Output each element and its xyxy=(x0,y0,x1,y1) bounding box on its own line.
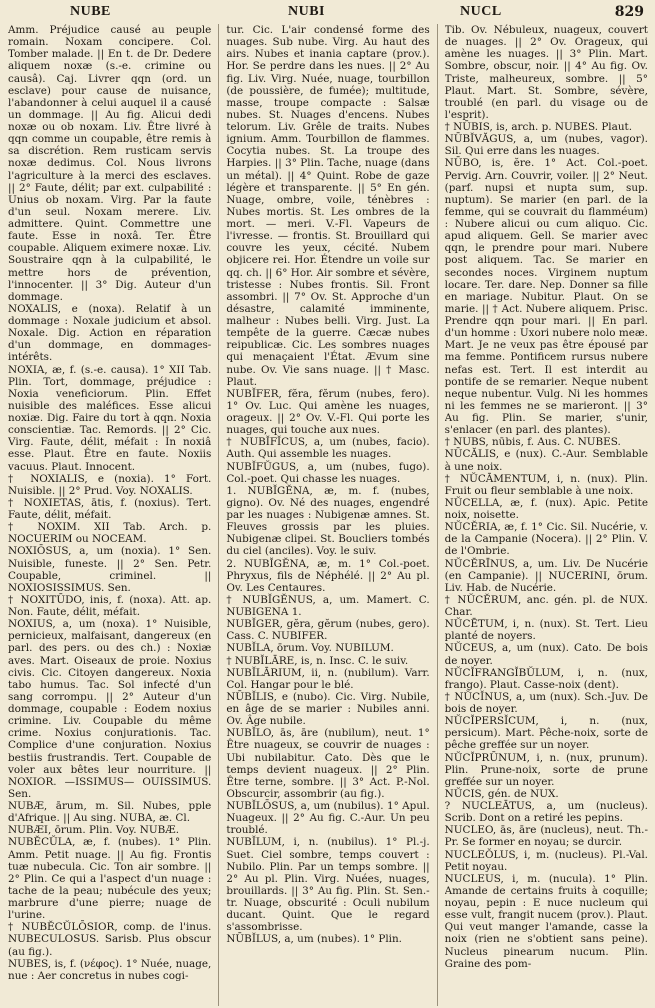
column-rule xyxy=(437,24,438,1006)
dictionary-entry: † NUBS, nūbis, f. Aus. C. NUBES. xyxy=(444,436,621,449)
dictionary-entry: 1. NUBĬGĔNA, æ, m. f. (nubes, gigno). Ov. Né des nuages, engendré par les nuages : Nubigenæ amnes. St. Fleuves grossis par les pluies. Nubigenæ clipei. St. Boucliers tombés du ciel (anciles). Voy. le suiv. xyxy=(226,484,430,558)
dictionary-entry: NOXALIS, e (noxa). Relatif à un dommage : Noxale judicium et absol. Noxale. Dig. Action en réparation d'un dommage, en dommages-intérêts. xyxy=(8,302,212,364)
dictionary-entry: † NUBĔCŬLŌSIOR, comp. de l'inus. NUBECULOSUS. Sarisb. Plus obscur (au fig.). xyxy=(8,921,212,958)
dictionary-entry: NŬCELLA, æ, f. (nux). Apic. Petite noix, noisette. xyxy=(444,496,648,521)
page-number: 829 xyxy=(614,4,644,20)
dictionary-entry: NŬCIS, gén. de NUX. xyxy=(444,787,559,800)
dictionary-entry: NUBĬLUM, i, n. (nubilus). 1° Pl.-j. Suet. Ciel sombre, temps couvert : Nubilo. Plin. Par un temps sombre. || 2° Au pl. Plin. Virg. Nuées, nuages, brouillards. || 3° Au fig. Plin. St. Sen.-tr. Nuage, obscurité : Oculi nubilum ducant. Quint. Que le regard s'assombrisse. xyxy=(226,836,430,934)
dictionary-entry: NŪBĬLUS, a, um (nubes). 1° Plin. xyxy=(226,933,402,946)
dictionary-entry: NUBÆI, ōrum. Plin. Voy. NUBÆ. xyxy=(8,824,179,837)
dictionary-entry: NUBĬLĀRIUM, ii, n. (nubilum). Varr. Col. Hangar pour le blé. xyxy=(226,666,430,691)
dictionary-entry: † NŪBIS, is, arch. p. NUBES. Plaut. xyxy=(444,121,632,133)
dictionary-entry: NUBES, is, f. (νέφος). 1° Nuée, nuage, nue : Aer concretus in nubes cogi- xyxy=(8,957,212,982)
dictionary-entry: † NOXIETAS, ātis, f. (noxius). Tert. Faute, délit, méfait. xyxy=(8,496,212,521)
dictionary-entry: tur. Cic. L'air condensé forme des nuages. Sub nube. Virg. Au haut des airs. Nubes et inania captare (prov.). Hor. Se perdre dans les nues. || 2° Au fig. Liv. Virg. Nuée, nuage, tourbillon (de poussière, de fumée); multitude, masse, troupe compacte : Salsæ nubes. St. Nuages d'encens. Nubes telorum. Liv. Grêle de traits. Nubes ignium. Amm. Tourbillon de flammes. Cocytia nubes. St. La troupe des Harpies. || 3° Plin. Tache, nuage (dans un métal). || 4° Quint. Robe de gaze légère et transparente. || 5° En gén. Nuage, ombre, voile, ténèbres : Nubes mortis. St. Les ombres de la mort. — meri. V.-Fl. Vapeurs de l'ivresse. — frontis. St. Brouillard qui couvre les yeux, cécité. Nubem objicere rei. Hor. Étendre un voile sur qq. ch. || 6° Hor. Air sombre et sévère, tristesse : Nubes frontis. Sil. Front assombri. || 7° Ov. St. Approche d'un désastre, calamité imminente, malheur : Nubes belli. Virg. Just. La tempête de la guerre. Cæcæ nubes reipublicæ. Cic. Les sombres nuages qui menaçaient l'État. Ævum sine nube. Ov. Vie sans nuage. || † Masc. Plaut. xyxy=(226,24,430,388)
dictionary-entry: NUBÆ, ārum, m. Sil. Nubes, pple d'Afrique. || Au sing. NUBA, æ. Cl. xyxy=(8,800,212,825)
dictionary-entry: NŪBO, is, ĕre. 1° Act. Col.-poet. Pervig. Arn. Couvrir, voiler. || 2° Neut. (parf. nupsi et nupta sum, sup. nuptum). Se marier (en parl. de la femme, qui se couvrait du flamméum) : Nubere alicui ou cum aliquo. Cic. apud aliquem. Gell. Se marier avec qqn, le prendre pour mari. Nubere post aliquem. Tac. Se marier en secondes noces. Virginem nuptum locare. Ter. dare. Nep. Donner sa fille en mariage. Nubitur. Plaut. On se marie. || † Act. Nubere aliquem. Prisc. Prendre qqn pour mari. || En parl. d'un homme : Uxori nubere nolo meæ. Mart. Je ne veux pas être épousé par ma femme. Pontificem rursus nubere nefas est. Tert. Il est interdit au pontife de se remarier. Neque nubent neque nubentur. Vulg. Ni les hommes ni les femmes ne se marieront. || 3° Au fig. Plin. Se marier, s'unir, s'enlacer (en parl. des plantes). xyxy=(444,157,648,437)
dictionary-entry: NUBĬFŬGUS, a, um (nubes, fugo). Col.-poet. Qui chasse les nuages. xyxy=(226,460,430,485)
dictionary-entry: † NŬCĔRUM, anc. gén. pl. de NUX. Char. xyxy=(444,593,648,618)
page-header xyxy=(8,0,648,24)
dictionary-entry: Amm. Préjudice causé au peuple romain. Noxam concipere. Col. Tomber malade. || En t. de Dr. Dedere aliquem noxæ (s.-e. crimine ou causâ). Caj. Livrer qqn (ord. un esclave) pour cause de nuisance, l'abandonner à celui auquel il a causé un dommage. || Au fig. Alicui dedi noxæ ou ob noxam. Liv. Être livré à qqn comme un coupable, être remis à sa discrétion. Rem rusticam servis noxæ dedimus. Col. Nous livrons l'agriculture à la merci des esclaves. || 2° Faute, délit; par ext. culpabilité : Unius ob noxam. Virg. Par la faute d'un seul. Noxam merere. Liv. admittere. Quint. Commettre une faute. Esse in noxâ. Ter. Être coupable. Aliquem eximere noxæ. Liv. Soustraire qqn à la culpabilité, le mettre hors de prévention, l'innocenter. || 3° Dig. Auteur d'un dommage. xyxy=(8,24,212,303)
dictionary-entry: † NOXIALIS, e (noxia). 1° Fort. Nuisible. || 2° Prud. Voy. NOXALIS. xyxy=(8,472,212,497)
dictionary-entry: † NUBĬFĬCUS, a, um (nubes, facio). Auth. Qui assemble les nuages. xyxy=(226,436,430,461)
running-head-center: NUBI xyxy=(288,4,326,19)
dictionary-entry: 2. NUBĬGĔNA, æ, m. 1° Col.-poet. Phryxus, fils de Néphélé. || 2° Au pl. Ov. Les Centaures. xyxy=(226,557,430,594)
dictionary-entry: † NOXITŪDO, inis, f. (noxa). Att. ap. Non. Faute, délit, méfait. xyxy=(8,593,212,618)
column-2 xyxy=(226,24,429,1006)
dictionary-entry: NUBĬFER, fĕra, fĕrum (nubes, fero). 1° Ov. Luc. Qui amène les nuages, orageux. || 2° Ov. V.-Fl. Qui porte les nuages, qui touche aux nues. xyxy=(226,387,430,437)
dictionary-entry: NUBĬGER, gĕra, gĕrum (nubes, gero). Cass. C. NUBIFER. xyxy=(226,618,430,643)
dictionary-entry: NOXIUS, a, um (noxa). 1° Nuisible, pernicieux, malfaisant, dangereux (en parl. des pers. ou des ch.) : Noxiæ aves. Mart. Oiseaux de proie. Noxius civis. Cic. Citoyen dangereux. Noxia tabo humus. Tac. Sol infecté d'un sang corrompu. || 2° Auteur d'un dommage, coupable : Eodem noxius crimine. Liv. Coupable du même crime. Noxius conjurationis. Tac. Complice d'une conjuration. Noxius bestiis frustrandis. Tert. Coupable de voler aux bêtes leur nourriture. || NOXIOR. —ISSIMUS— OUISSIMUS. Sen. xyxy=(8,618,212,800)
running-head-left: NUBE xyxy=(70,4,111,19)
dictionary-entry: † NOXIM. XII Tab. Arch. p. NOCUERIM ou NOCEAM. xyxy=(8,521,212,546)
dictionary-entry: † NUBĬLĀRE, is, n. Insc. C. le suiv. xyxy=(226,654,409,667)
column-3 xyxy=(445,24,648,1006)
dictionary-entry: NŪCĂLIS, e (nux). C.-Aur. Semblable à une noix. xyxy=(444,448,648,473)
dictionary-entry: NUBĬLA, ōrum. Voy. NUBILUM. xyxy=(226,642,394,655)
dictionary-entry: NUCLEŎLUS, i, m. (nucleus). Pl.-Val. Petit noyau. xyxy=(444,848,648,873)
dictionary-entry: NŬCĒTUM, i, n. (nux). St. Tert. Lieu planté de noyers. xyxy=(444,618,648,643)
dictionary-entry: NŬCĔRĪNUS, a, um. Liv. De Nucérie (en Campanie). || NUCERINI, ōrum. Liv. Hab. de Nucérie. xyxy=(444,557,648,594)
dictionary-entry: NOXIŌSUS, a, um (noxia). 1° Sen. Nuisible, funeste. || 2° Sen. Petr. Coupable, criminel. || NOXIOSISSIMUS. Sen. xyxy=(8,545,212,594)
text-columns xyxy=(8,24,648,1006)
dictionary-entry: † NŬCĬNUS, a, um (nux). Sch.-Juv. De bois de noyer. xyxy=(444,690,648,715)
dictionary-entry: NUCLEO, ās, āre (nucleus), neut. Th.-Pr. Se former en noyau; se durcir. xyxy=(444,824,648,849)
running-head-right: NUCL xyxy=(460,4,502,19)
dictionary-entry: † NUBĬGĔNUS, a, um. Mamert. C. NUBIGENA 1. xyxy=(226,593,430,618)
dictionary-entry: NŬCĔRIA, æ, f. 1° Cic. Sil. Nucérie, v. de la Campanie (Nocera). || 2° Plin. V. de l'Ombrie. xyxy=(444,521,648,558)
dictionary-entry: NUBĬLO, ās, āre (nubilum), neut. 1° Être nuageux, se couvrir de nuages : Ubi nubilabitur. Cato. Dès que le temps devient nuageux. || 2° Plin. Être terne, sombre. || 3° Act. P.-Nol. Obscurcir, assombrir (au fig.). xyxy=(226,727,430,800)
dictionary-entry: NŬCĬPERSĬCUM, i, n. (nux, persicum). Mart. Pêche-noix, sorte de pêche greffée sur un noyer. xyxy=(444,715,648,752)
dictionary-entry: NUBĬLŌSUS, a, um (nubilus). 1° Apul. Nuageux. || 2° Au fig. C.-Aur. Un peu troublé. xyxy=(226,800,430,837)
column-rule xyxy=(218,24,219,1006)
dictionary-entry: NUBĔCŬLA, æ, f. (nubes). 1° Plin. Amm. Petit nuage. || Au fig. Frontis tuæ nubecula. Cic. Ton air sombre. || 2° Plin. Ce qui a l'aspect d'un nuage : tache de la peau; nubécule des yeux; marbrure d'une pierre; nuage de l'urine. xyxy=(8,836,212,922)
column-1 xyxy=(8,24,211,1006)
dictionary-entry: NŪBĬLIS, e (nubo). Cic. Virg. Nubile, en âge de se marier : Nubiles anni. Ov. Âge nubile. xyxy=(226,690,430,728)
dictionary-entry: NUCLEUS, i, m. (nucula). 1° Plin. Amande de certains fruits à coquille; noyau, pepin : E nuce nucleum qui esse vult, frangit nucem (prov.). Plaut. Qui veut manger l'amande, casse la noix (rien ne s'obtient sans peine). Nucleus pinearum nucum. Plin. Graine des pom- xyxy=(444,872,648,970)
dictionary-entry: NŬCĬFRANGĬBŬLUM, i, n. (nux, frango). Plaut. Casse-noix (dent). xyxy=(444,666,648,691)
dictionary-entry: ? NUCLEĀTUS, a, um (nucleus). Scrib. Dont on a retiré les pepins. xyxy=(444,800,648,825)
dictionary-entry: † NŬCĀMENTUM, i, n. (nux). Plin. Fruit ou fleur semblable à une noix. xyxy=(444,472,648,497)
dictionary-entry: NŬCEUS, a, um (nux). Cato. De bois de noyer. xyxy=(444,642,648,667)
dictionary-entry: NŬCĬPRŪNUM, i, n. (nux, prunum). Plin. Prune-noix, sorte de prune greffée sur un noyer. xyxy=(444,751,648,788)
dictionary-entry: NOXIA, æ, f. (s.-e. causa). 1° XII Tab. Plin. Tort, dommage, préjudice : Noxia veneficiorum. Plin. Effet nuisible des maléfices. Esse alicui noxiæ. Dig. Faire du tort à qqn. Noxia conscientiæ. Tac. Remords. || 2° Cic. Virg. Faute, délit, méfait : In noxiâ esse. Plaut. Être en faute. Noxiis vacuus. Plaut. Innocent. xyxy=(8,363,212,473)
dictionary-entry: Tib. Ov. Nébuleux, nuageux, couvert de nuages. || 2° Ov. Orageux, qui amène les nuages. || 3° Plin. Mart. Sombre, obscur, noir. || 4° Au fig. Ov. Triste, malheureux, sombre. || 5° Plaut. Mart. St. Sombre, sévère, troublé (en parl. du visage ou de l'esprit). xyxy=(444,24,648,121)
dictionary-entry: NŪBĬVĂGUS, a, um (nubes, vagor). Sil. Qui erre dans les nuages. xyxy=(444,133,648,158)
